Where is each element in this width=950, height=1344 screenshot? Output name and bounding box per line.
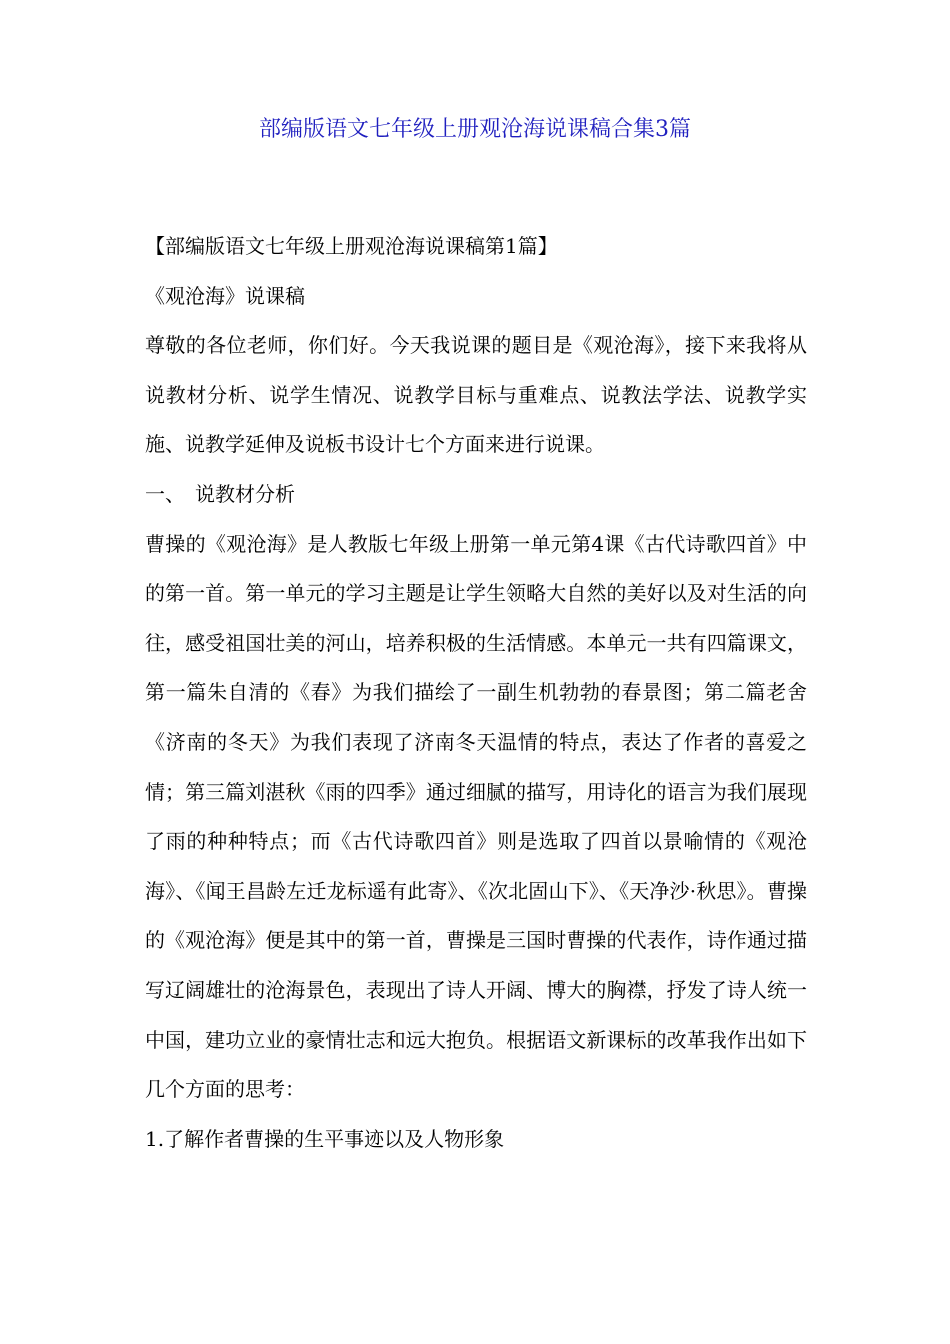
subtitle: 《观沧海》说课稿 bbox=[145, 283, 305, 308]
section-heading: 【部编版语文七年级上册观沧海说课稿第1篇】 bbox=[145, 234, 558, 258]
intro-paragraph: 尊敬的各位老师，你们好。今天我说课的题目是《观沧海》，接下来我将从说教材分析、说学生情况、说教学目标与重难点、说教法学法、说教学实施、说教学延伸及说板书设计七个方面来进行说课。 bbox=[145, 333, 807, 457]
point-one: 1.了解作者曹操的生平事迹以及人物形象 bbox=[145, 1126, 505, 1151]
document-body bbox=[145, 222, 807, 1164]
document-title: 部编版语文七年级上册观沧海说课稿合集3篇 bbox=[259, 117, 691, 142]
analysis-paragraph: 曹操的《观沧海》是人教版七年级上册第一单元第4课《古代诗歌四首》中的第一首。第一单元的学习主题是让学生领略大自然的美好以及对生活的向往，感受祖国壮美的河山，培养积极的生活情感。本单元一共有四篇课文，第一篇朱自清的《春》为我们描绘了一副生机勃勃的春景图；第二篇老舍《济南的冬天》为我们表现了济南冬天温情的特点，表达了作者的喜爱之情；第三篇刘湛秋《雨的四季》通过细腻的描写，用诗化的语言为我们展现了雨的种种特点；而《古代诗歌四首》则是选取了四首以景喻情的《观沧海》、《闻王昌龄左迁龙标遥有此寄》、《次北固山下》、《天净沙·秋思》。曹操的《观沧海》便是其中的第一首，曹操是三国时曹操的代表作，诗作通过描写辽阔雄壮的沧海景色，表现出了诗人开阔、博大的胸襟，抒发了诗人统一中国，建功立业的豪情壮志和远大抱负。根据语文新课标的改革我作出如下几个方面的思考： bbox=[145, 531, 807, 1102]
part-one-heading: 一、 说教材分析 bbox=[145, 481, 295, 506]
